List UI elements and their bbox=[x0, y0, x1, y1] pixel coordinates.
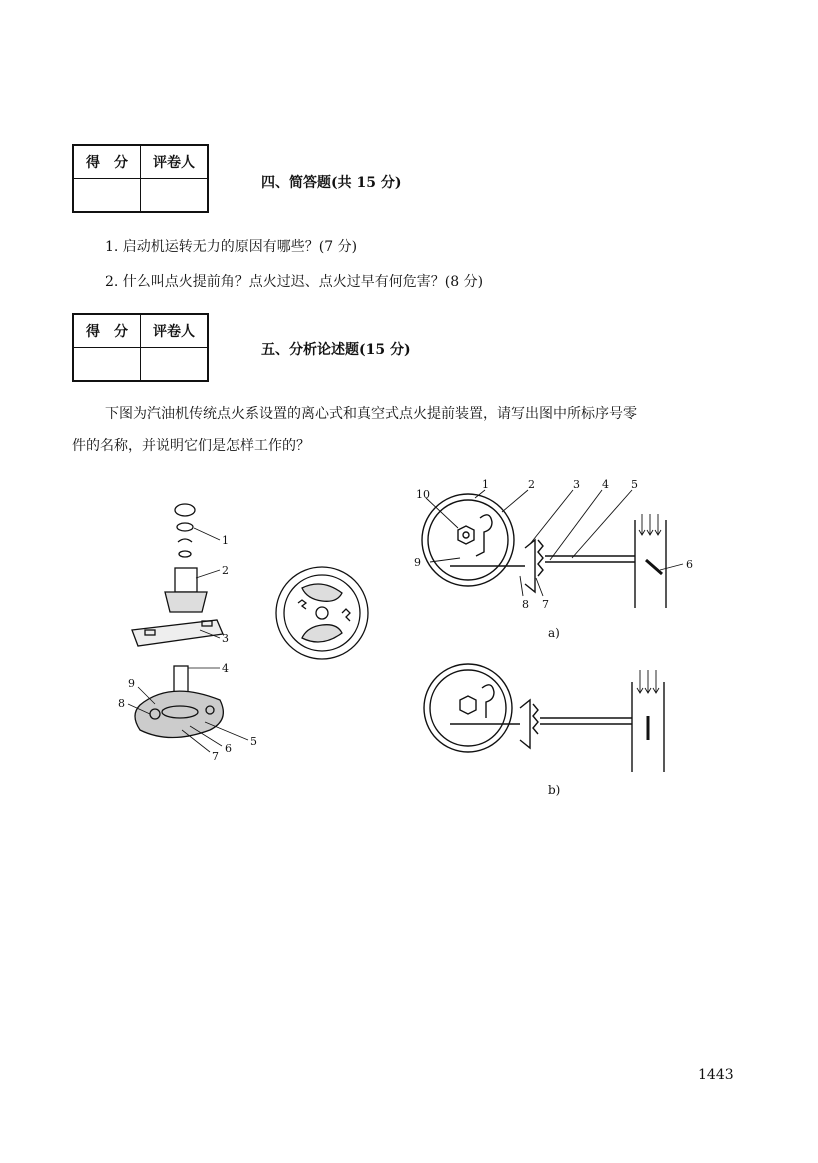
right-label-10: 10 bbox=[416, 488, 430, 501]
left-label-4: 4 bbox=[222, 662, 229, 675]
left-label-9: 9 bbox=[128, 677, 135, 690]
centrifugal-advance-figure bbox=[110, 490, 270, 770]
score-label: 得 分 bbox=[73, 145, 141, 179]
right-label-2: 2 bbox=[528, 478, 535, 491]
vacuum-advance-figure-b bbox=[420, 660, 680, 775]
left-label-1: 1 bbox=[222, 534, 229, 547]
advance-weights-topview-figure bbox=[272, 563, 372, 663]
right-label-8: 8 bbox=[522, 598, 529, 611]
vacuum-advance-figure-a bbox=[410, 478, 700, 618]
right-label-4: 4 bbox=[602, 478, 609, 491]
grader-cell[interactable] bbox=[141, 179, 209, 213]
left-label-7: 7 bbox=[212, 750, 219, 763]
question-1: 1. 启动机运转无力的原因有哪些？(7 分) bbox=[105, 239, 358, 255]
left-label-5: 5 bbox=[250, 735, 257, 748]
grader-cell[interactable] bbox=[141, 348, 209, 382]
page-number: 1443 bbox=[698, 1067, 734, 1083]
question-2: 2. 什么叫点火提前角？点火过迟、点火过早有何危害？(8 分) bbox=[105, 274, 484, 290]
section5-prompt-line2: 件的名称，并说明它们是怎样工作的？ bbox=[72, 438, 310, 454]
score-cell[interactable] bbox=[73, 348, 141, 382]
left-label-2: 2 bbox=[222, 564, 229, 577]
score-cell[interactable] bbox=[73, 179, 141, 213]
grader-label: 评卷人 bbox=[141, 145, 209, 179]
caption-b: b) bbox=[548, 783, 561, 797]
score-box-section4 bbox=[72, 144, 209, 213]
score-box-section5 bbox=[72, 313, 209, 382]
section5-title: 五、分析论述题(15 分) bbox=[261, 342, 411, 358]
right-label-1: 1 bbox=[482, 478, 489, 491]
caption-a: a) bbox=[548, 626, 560, 640]
grader-label: 评卷人 bbox=[141, 314, 209, 348]
left-label-8: 8 bbox=[118, 697, 125, 710]
right-label-7: 7 bbox=[542, 598, 549, 611]
left-label-6: 6 bbox=[225, 742, 232, 755]
section5-prompt-line1: 下图为汽油机传统点火系设置的离心式和真空式点火提前装置，请写出图中所标序号零 bbox=[105, 406, 637, 422]
score-label: 得 分 bbox=[73, 314, 141, 348]
left-label-3: 3 bbox=[222, 632, 229, 645]
right-label-9: 9 bbox=[414, 556, 421, 569]
section4-title: 四、简答题(共 15 分) bbox=[261, 175, 402, 191]
right-label-6: 6 bbox=[686, 558, 693, 571]
right-label-5: 5 bbox=[631, 478, 638, 491]
right-label-3: 3 bbox=[573, 478, 580, 491]
